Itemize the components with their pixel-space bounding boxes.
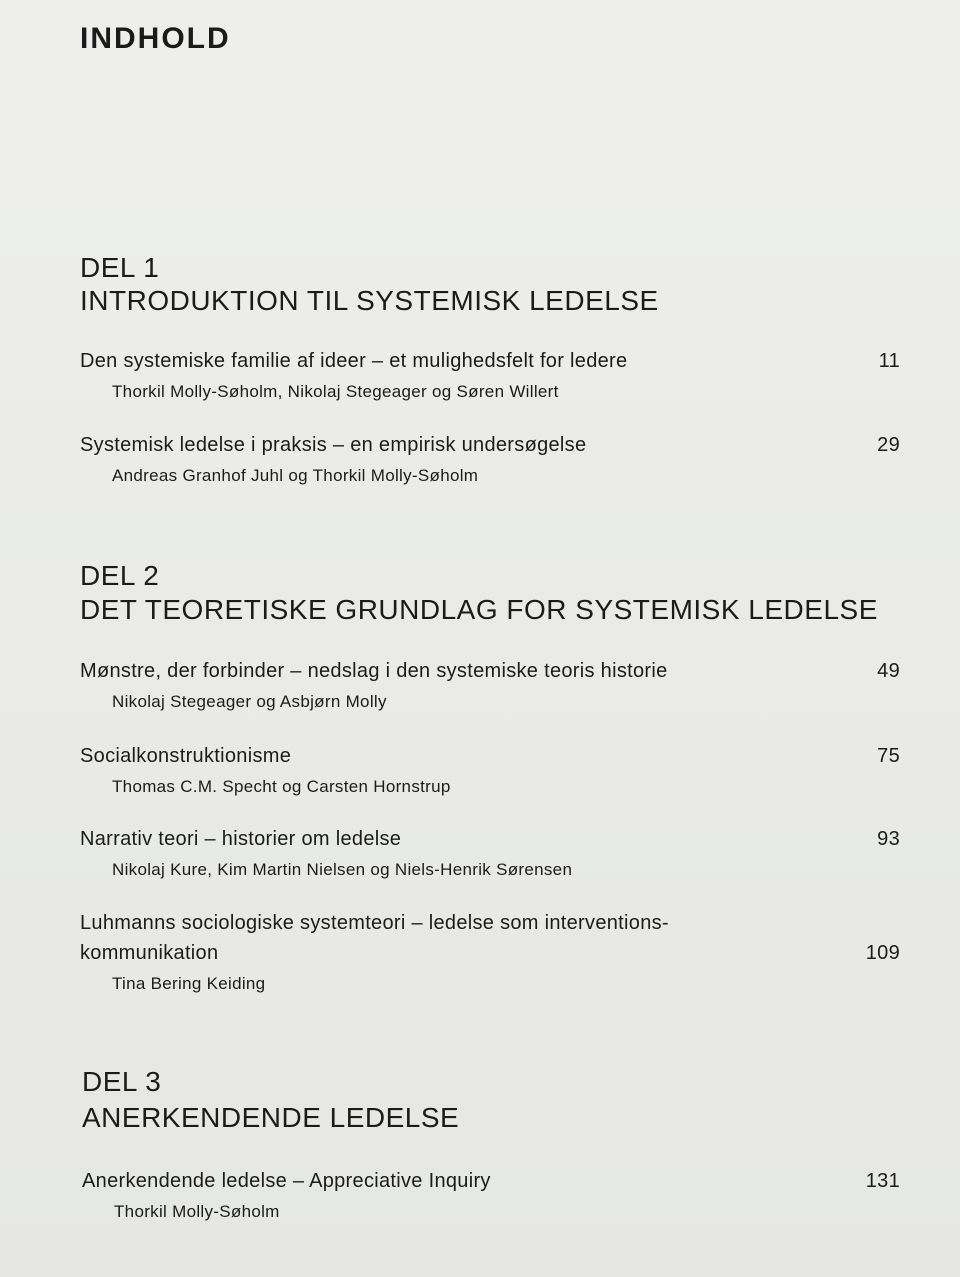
- part-label: DEL 3: [82, 1066, 162, 1097]
- chapter-authors: Thomas C.M. Specht og Carsten Hornstrup: [112, 777, 451, 796]
- toc-entry: [80, 741, 900, 797]
- page-number: 49: [877, 660, 900, 682]
- chapter-title: Mønstre, der forbinder – nedslag i den systemiske teoris historie: [80, 660, 668, 682]
- toc-entry: [80, 908, 900, 994]
- part-label: DEL 2: [80, 560, 160, 591]
- chapter-authors: Nikolaj Kure, Kim Martin Nielsen og Niels-Henrik Sørensen: [112, 860, 573, 879]
- part-title: DET TEORETISKE GRUNDLAG FOR SYSTEMISK LEDELSE: [80, 594, 878, 625]
- chapter-title: Narrativ teori – historier om ledelse: [80, 828, 402, 850]
- toc-entry: [80, 824, 900, 880]
- chapter-authors: Tina Bering Keiding: [112, 974, 266, 993]
- page-number: 29: [877, 434, 900, 456]
- chapter-title: Den systemiske familie af ideer – et mulighedsfelt for ledere: [80, 350, 628, 372]
- chapter-authors: Andreas Granhof Juhl og Thorkil Molly-Søholm: [112, 466, 479, 485]
- chapter-authors: Thorkil Molly-Søholm: [114, 1202, 280, 1221]
- page-number: 11: [878, 350, 900, 372]
- toc-entry: [82, 1166, 900, 1222]
- chapter-authors: Nikolaj Stegeager og Asbjørn Molly: [112, 692, 387, 711]
- toc-entry: [80, 430, 900, 486]
- page-number: 109: [865, 942, 900, 964]
- toc-entry: [80, 656, 900, 712]
- part-title: INTRODUKTION TIL SYSTEMISK LEDELSE: [80, 285, 659, 316]
- part-title: ANERKENDENDE LEDELSE: [82, 1102, 460, 1133]
- chapter-title: Luhmanns sociologiske systemteori – ledelse som interventions-kommunikation: [80, 912, 669, 964]
- toc-entry: [80, 346, 900, 402]
- chapter-title: Anerkendende ledelse – Appreciative Inquiry: [82, 1170, 491, 1192]
- page-number: 93: [877, 828, 900, 850]
- part-label: DEL 1: [80, 252, 160, 283]
- chapter-authors: Thorkil Molly-Søholm, Nikolaj Stegeager og Søren Willert: [112, 382, 559, 401]
- page-number: 75: [877, 745, 900, 767]
- chapter-title: Systemisk ledelse i praksis – en empirisk undersøgelse: [80, 434, 587, 456]
- page-number: 131: [865, 1170, 900, 1192]
- toc-title: INDHOLD: [80, 22, 231, 55]
- chapter-title: Socialkonstruktionisme: [80, 745, 292, 767]
